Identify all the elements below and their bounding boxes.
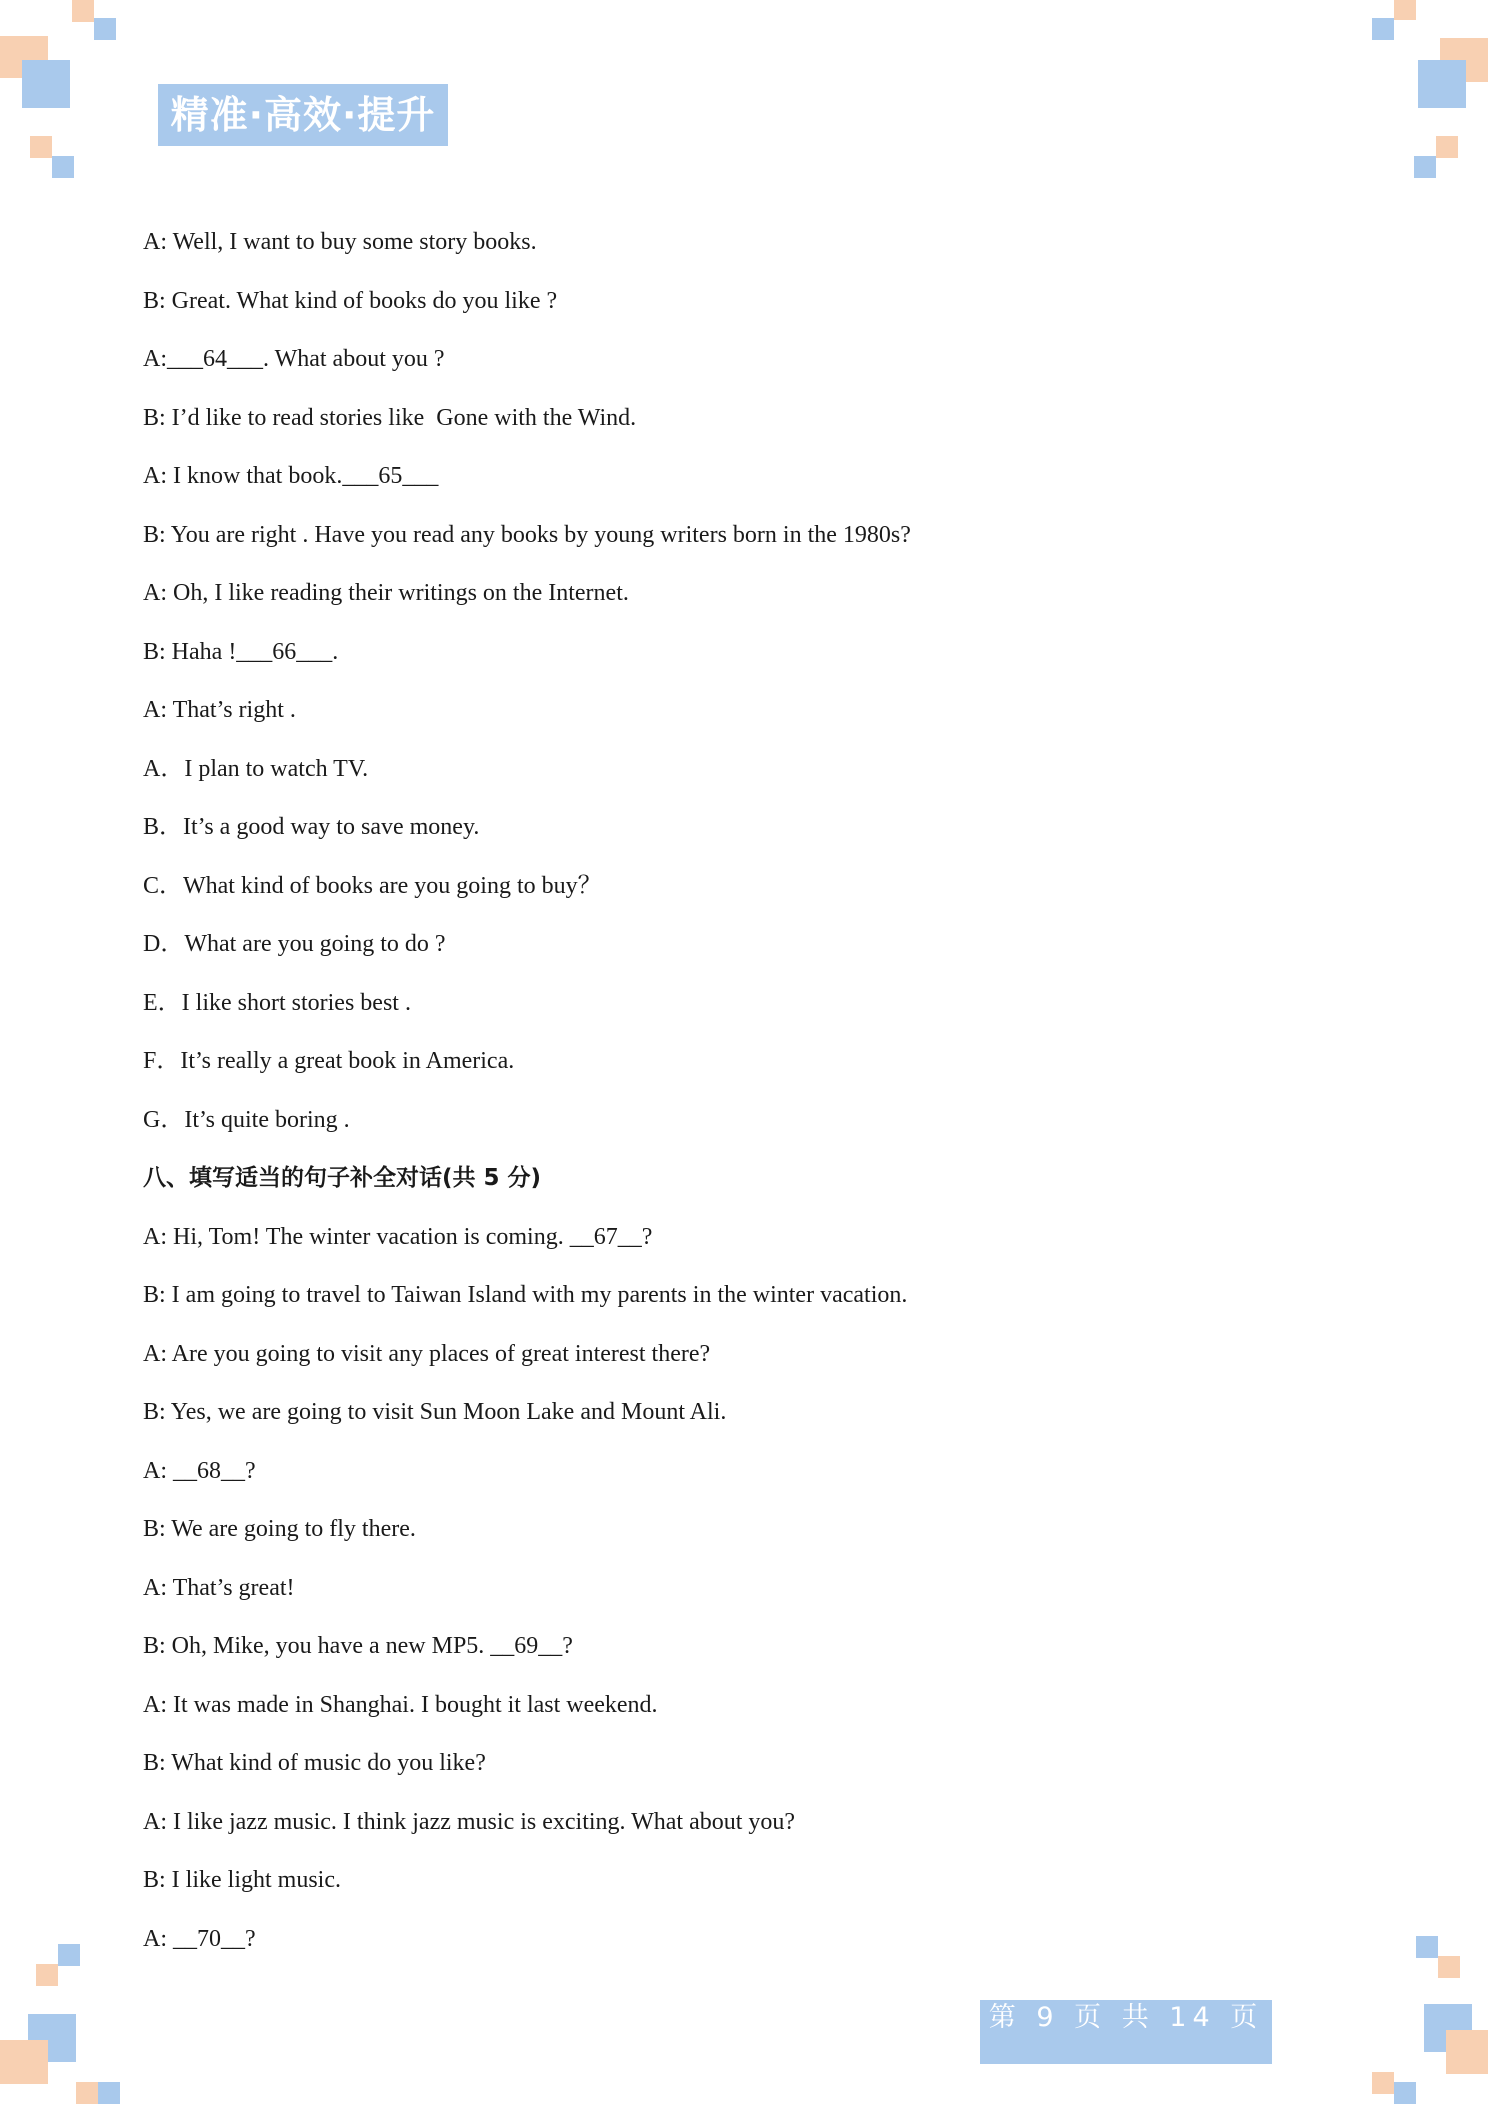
dialogue-line: A: Oh, I like reading their writings on the Internet. <box>143 580 629 606</box>
dialogue-line: B: We are going to fly there. <box>143 1516 416 1542</box>
dialogue-line-blank-65: A: I know that book.___65___ <box>143 463 439 489</box>
dialogue-line: A: Well, I want to buy some story books. <box>143 229 537 255</box>
option-a: A．I plan to watch TV. <box>143 755 369 782</box>
dialogue-line-blank-64: A:___64___. What about you ? <box>143 346 445 372</box>
dialogue-line: A: That’s right . <box>143 697 296 723</box>
dialogue-line-blank-67: A: Hi, Tom! The winter vacation is coming. __67__? <box>143 1223 653 1250</box>
dialogue-line: B: Yes, we are going to visit Sun Moon Lake and Mount Ali. <box>143 1399 727 1425</box>
dialogue-line: A: It was made in Shanghai. I bought it last weekend. <box>143 1691 658 1718</box>
worksheet-body <box>143 220 1343 1975</box>
header-banner: 精准·高效·提升 <box>158 84 448 146</box>
dialogue-line: A: That’s great! <box>143 1574 295 1601</box>
dialogue-line: B: I like light music. <box>143 1867 341 1893</box>
dialogue-line: B: Great. What kind of books do you like ? <box>143 287 558 314</box>
section-heading: 八、填写适当的句子补全对话(共 5 分) <box>143 1165 542 1191</box>
dialogue-line: B: I am going to travel to Taiwan Island with my parents in the winter vacation. <box>143 1282 908 1308</box>
dialogue-line-blank-66: B: Haha !___66___. <box>143 638 339 665</box>
option-e: E．I like short stories best . <box>143 989 411 1016</box>
option-c: C．What kind of books are you going to buy？ <box>143 872 602 899</box>
dialogue-line-blank-69: B: Oh, Mike, you have a new MP5. __69__? <box>143 1633 573 1659</box>
dialogue-line: A: I like jazz music. I think jazz music is exciting. What about you? <box>143 1808 796 1835</box>
dialogue-line-blank-70: A: __70__? <box>143 1925 256 1952</box>
page-number-badge: 第 9 页 共 14 页 <box>980 2000 1272 2064</box>
dialogue-line: B: What kind of music do you like? <box>143 1750 486 1776</box>
dialogue-line: B: You are right . Have you read any books by young writers born in the 1980s? <box>143 521 911 548</box>
dialogue-line: A: Are you going to visit any places of great interest there? <box>143 1340 711 1367</box>
option-b: B．It’s a good way to save money. <box>143 814 480 840</box>
dialogue-line: B: I’d like to read stories like Gone with the Wind. <box>143 404 637 431</box>
dialogue-line-blank-68: A: __68__? <box>143 1457 256 1484</box>
option-g: G．It’s quite boring . <box>143 1106 350 1133</box>
option-f: F．It’s really a great book in America. <box>143 1048 515 1074</box>
option-d: D．What are you going to do ? <box>143 931 446 957</box>
